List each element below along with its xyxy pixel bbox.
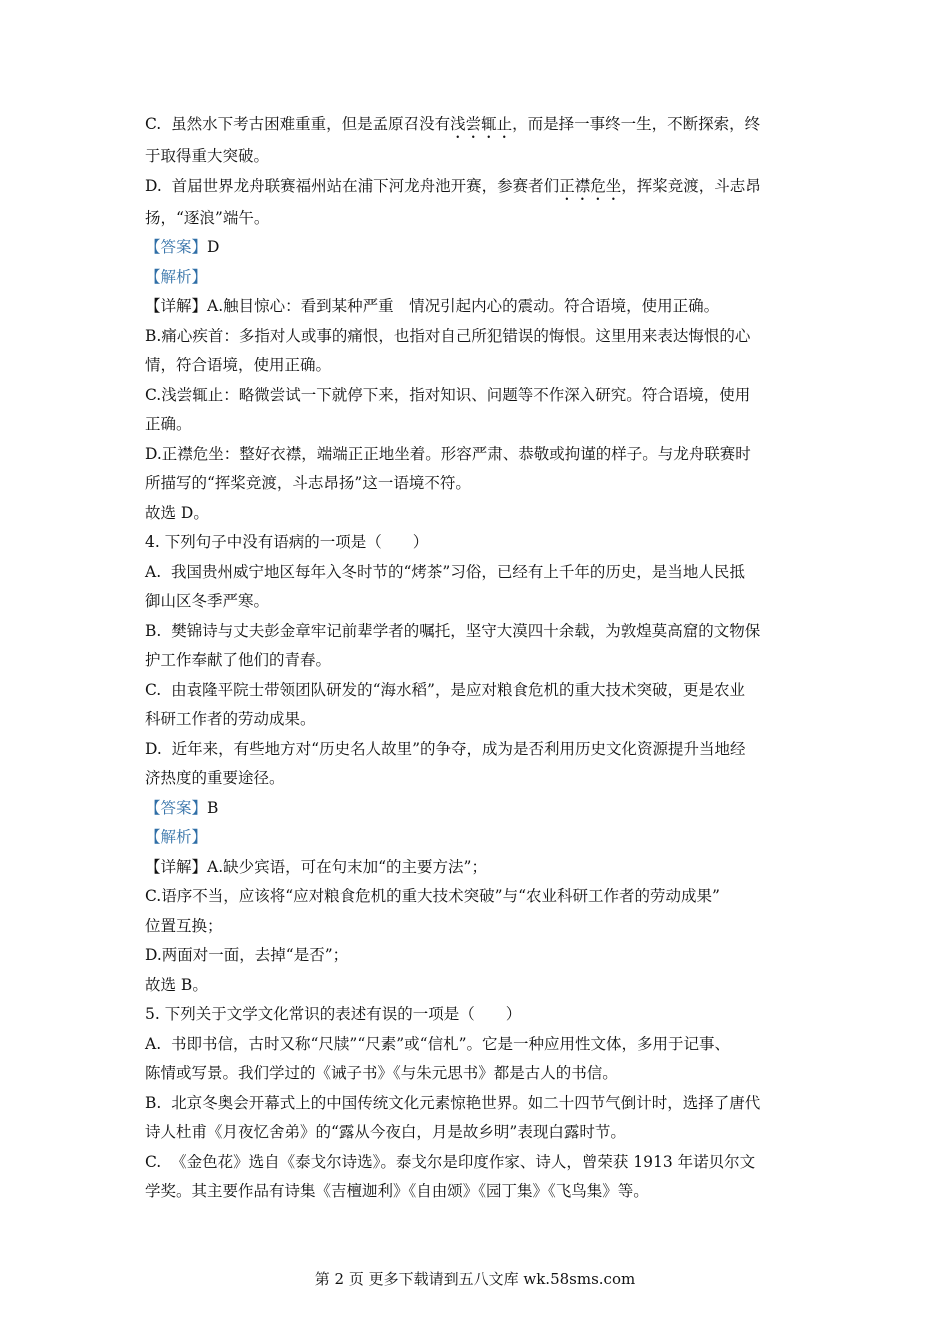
q5-option-a-cont: 陈情或写景。我们学过的《诫子书》《与朱元思书》都是古人的书信。 [145,1064,618,1082]
q3-answer: 【答案】D [145,238,220,256]
q3-detail-line: C.浅尝辄止：略微尝试一下就停下来，指对知识、问题等不作深入研究。符合语境，使用 [145,385,751,404]
q4-answer: 【答案】B [145,798,219,817]
page-footer: 第 2 页 更多下载请到五八文库 wk.58sms.com [314,1270,636,1288]
q4-option-a-cont: 御山区冬季严寒。 [145,592,270,610]
q4-detail-line: C.语序不当，应该将“应对粮食危机的重大技术突破”与“农业科研工作者的劳动成果” [145,887,720,905]
q5-option-b: B. 北京冬奥会开幕式上的中国传统文化元素惊艳世界。如二十四节气倒计时，选择了唐代 [145,1093,761,1112]
q4-option-d-cont: 济热度的重要途径。 [145,769,285,787]
q3-detail-line: 情，符合语境，使用正确。 [145,356,332,374]
q4-option-c: C. 由袁隆平院士带领团队研发的“海水稻”，是应对粮食危机的重大技术突破，更是农业 [145,680,745,699]
q5-option-a: A. 书即书信，古时又称“尺牍”“尺素”或“信札”。它是一种应用性文体，多用于记事、 [145,1034,731,1053]
q3-detail-line: 【详解】A.触目惊心：看到某种严重 情况引起内心的震动。符合语境，使用正确。 [145,297,720,315]
q4-detail-line: 故选 B。 [145,975,208,994]
q3-detail-line: 故选 D。 [145,503,209,522]
q3-analysis-tag: 【解析】 [145,267,208,286]
answer-tag: 【答案】 [145,798,208,817]
q4-option-d: D. 近年来，有些地方对“历史名人故里”的争夺，成为是否利用历史文化资源提升当地经 [145,739,746,758]
q3-detail-line: 正确。 [145,415,192,433]
q4-detail-line: D.两面对一面，去掉“是否”； [145,946,349,964]
q5-stem: 5. 下列关于文学文化常识的表述有误的一项是（ ） [145,1005,522,1023]
emphasized-idiom: 浅尝辄止 [450,115,513,133]
q5-option-b-cont: 诗人杜甫《月夜忆舍弟》的“露从今夜白，月是故乡明”表现白露时节。 [145,1123,626,1141]
q4-stem: 4. 下列句子中没有语病的一项是（ ） [145,533,429,551]
q4-option-b-cont: 护工作奉献了他们的青春。 [145,651,332,669]
q3-detail-line: 所描写的“挥桨竞渡，斗志昂扬”这一语境不符。 [145,474,471,492]
q3-option-d-cont: 扬，“逐浪”端午。 [145,208,270,227]
q4-detail-line: 【详解】A.缺少宾语，可在句末加“的主要方法”； [145,857,487,876]
q4-detail-line: 位置互换； [145,916,223,935]
document-body [145,110,815,1207]
q5-option-c-cont: 学奖。其主要作品有诗集《吉檀迦利》《自由颂》《园丁集》《飞鸟集》等。 [145,1182,649,1200]
q3-detail-line: D.正襟危坐：整好衣襟，端端正正地坐着。形容严肃、恭敬或拘谨的样子。与龙舟联赛时 [145,444,751,463]
q3-option-d: D. 首届世界龙舟联赛福州站在浦下河龙舟池开赛，参赛者们正襟危坐，挥桨竞渡，斗志昂 [145,176,761,195]
q3-detail-line: B.痛心疾首：多指对人或事的痛恨，也指对自己所犯错误的悔恨。这里用来表达悔恨的心 [145,326,751,345]
q3-option-c: C. 虽然水下考古困难重重，但是孟原召没有浅尝辄止，而是择一事终一生，不断探索，终 [145,115,761,133]
emphasized-idiom: 正襟危坐 [559,176,622,195]
q4-option-a: A. 我国贵州威宁地区每年入冬时节的“烤茶”习俗，已经有上千年的历史，是当地人民抵 [145,562,745,581]
q3-option-c-cont: 于取得重大突破。 [145,147,270,165]
q5-option-c: C. 《金色花》选自《泰戈尔诗选》。泰戈尔是印度作家、诗人，曾荣获 1913 年诺贝尔文 [145,1152,756,1171]
answer-tag: 【答案】 [145,238,208,256]
q4-analysis-tag: 【解析】 [145,828,208,846]
q4-option-b: B. 樊锦诗与丈夫彭金章牢记前辈学者的嘱托，坚守大漠四十余载，为敦煌莫高窟的文物保 [145,621,761,640]
q4-option-c-cont: 科研工作者的劳动成果。 [145,710,316,728]
